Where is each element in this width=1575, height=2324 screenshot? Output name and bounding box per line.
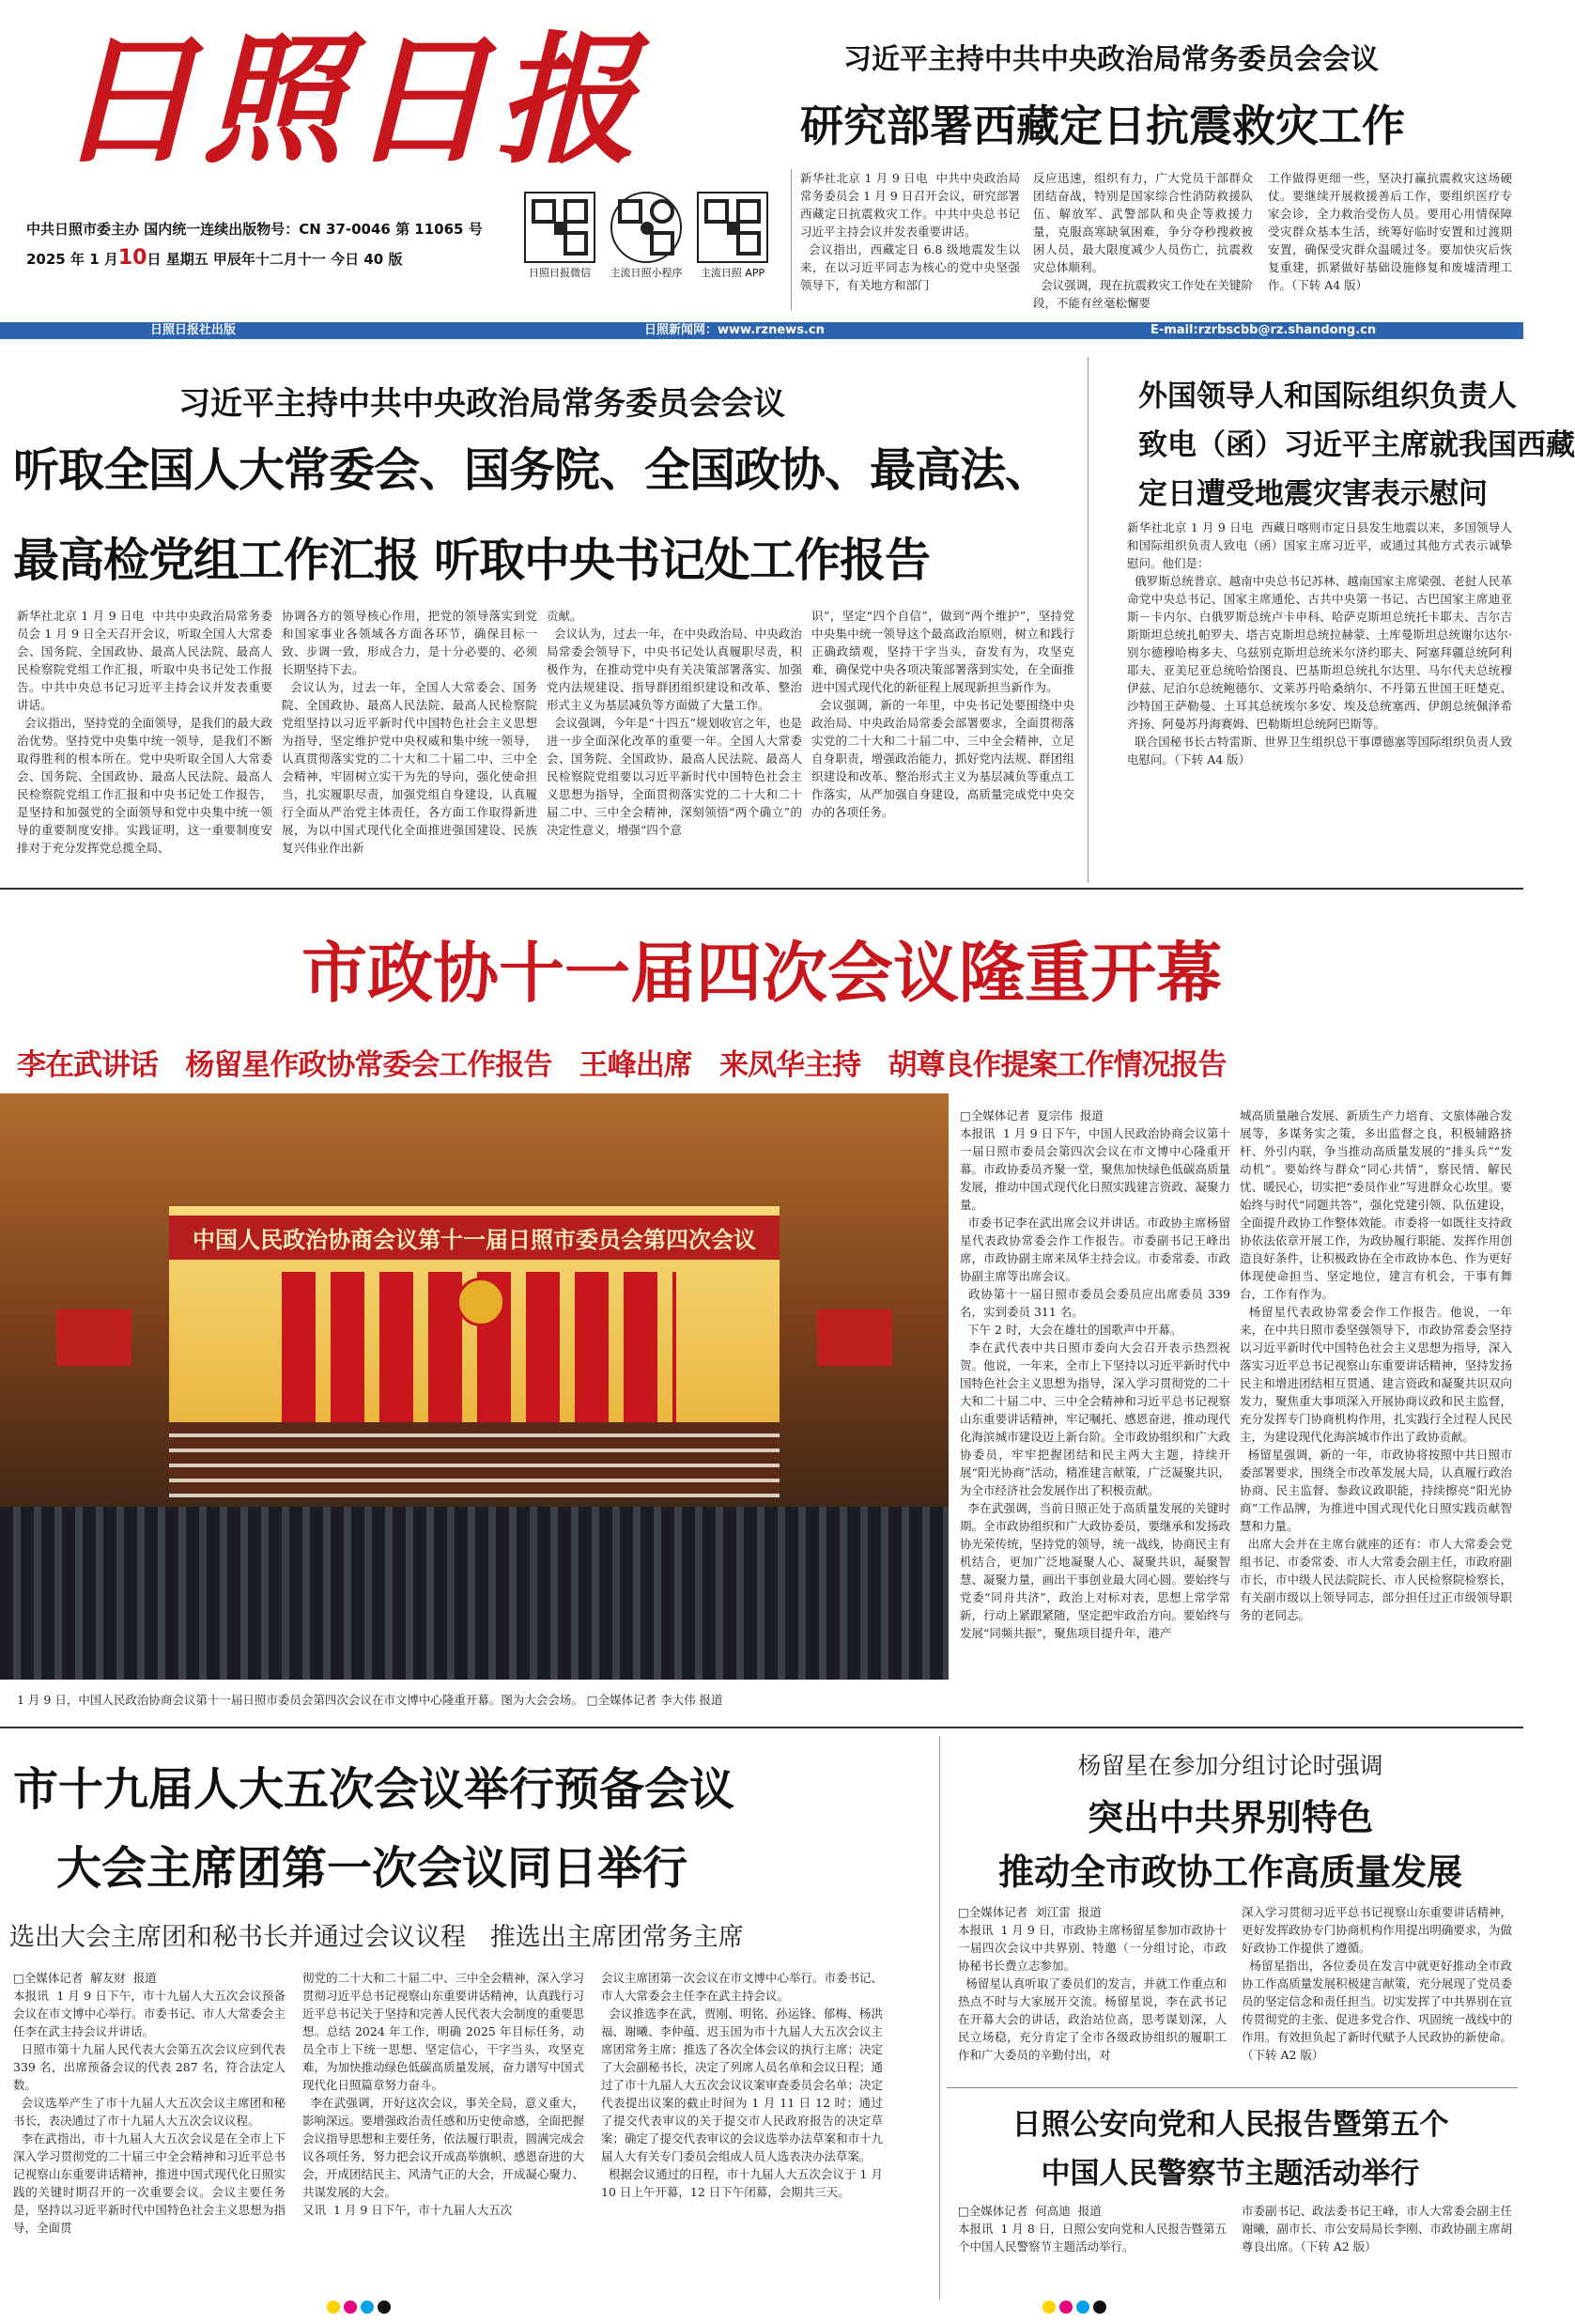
audience xyxy=(0,1507,949,1680)
bar-left: 日照日报社出版 xyxy=(150,323,237,337)
npc-col-2: 彻党的二十大和二十届二中、三中全会精神，深入学习贯彻习近平总书记视察山东重要讲话精神，认真践行习近平总书记关于坚持和完善人民代表大会制度的重要思想。总结 2024 年工作，明确 2025 年目标任务，动员全市上下统一思想、坚定信心，干字当头，攻坚克难，为加快推动绿色低碳高质量发展，奋力谱写中国式现代化日照篇章努力奋斗。 李在武强调，开好这次会议，事关全局，意义重大，影响深远。要增强政治责任感和历史使命感，全面把握会议指导思想和主要任务，依法履行职责，圆满完成会议各项任务，努力把会议开成高举旗帜、感恩奋进的大会，开成团结民主、风清气正的大会，开成凝心聚力、共谋发展的大会。 又讯 1 月 9 日下午，市十九届人大五次 xyxy=(302,1971,585,2217)
top-story-col3: 工作做得更细一些，坚决打赢抗震救灾这场硬仗。要继续开展救援善后工作，要组织医疗专家会诊，全力救治受伤人员。要用心用情保障受灾群众基本生活，统筹好临时安置和过渡期安置，确保受灾群众温暖过冬。要加快灾后恢复重建，抓紧做好基础设施修复和废墟清理工作。（下转 A4 版） xyxy=(1268,171,1512,292)
npc-subhead: 选出大会主席团和秘书长并通过会议议程 推选出主席团常务主席 xyxy=(9,1923,744,1952)
top-story-kicker: 习近平主持中共中央政治局常务委员会会议 xyxy=(843,43,1379,76)
date-prefix: 2025 年 1 月 xyxy=(26,251,118,268)
top-story-col1: 新华社北京 1 月 9 日电 中共中央政治局常务委员会 1 月 9 日召开会议，研究部署西藏定日抗震救灾工作。中共中央总书记习近平主持会议并发表重要讲话。 会议指出，西藏定日 6.8 级地震发生以来，在以习近平同志为核心的党中央坚强领导下，有关地方和部门 xyxy=(800,171,1020,292)
lead-col-1: 新华社北京 1 月 9 日电 中共中央政治局常务委员会 1 月 9 日全天召开会议，听取全国人大常委会、国务院、全国政协、最高人民法院、最高人民检察院党组工作汇报，听取中央书记处工作报告。中共中央总书记习近平主持会议并发表重要讲话。 会议指出，坚持党的全面领导，是我们的最大政治优势。坚持党中央集中统一领导，是我们不断取得胜利的根本所在。党中央听取全国人大常委会、国务院、全国政协、最高人民法院、最高人民检察院党组工作汇报和中央书记处工作报告，是坚持和加强党的全面领导和党中央集中统一领导的重要制度安排。实践证明，这一重要制度安排对于充分发挥党总揽全局、 xyxy=(17,609,272,855)
mark-cyan xyxy=(361,2301,374,2314)
qr-code-miniprogram[interactable] xyxy=(610,192,682,263)
police-col-1: □全媒体记者 何高迪 报道 本报讯 1 月 8 日，日照公安向党和人民报告暨第五个中国人民警察节主题活动举行。 xyxy=(958,2204,1227,2254)
lead-headline-line2: 最高检党组工作汇报 听取中央书记处工作报告 xyxy=(13,534,931,587)
photo-caption: 1 月 9 日，中国人民政治协商会议第十一届日照市委员会第四次会议在市文博中心隆重开幕。图为大会会场。 □全媒体记者 李大伟 报道 xyxy=(17,1693,723,1707)
mark-magenta xyxy=(344,2301,357,2314)
issue-date xyxy=(26,246,402,270)
qr-caption-wechat: 日照日报微信 xyxy=(529,267,591,279)
lead-headline-line1: 听取全国人大常委会、国务院、全国政协、最高法、 xyxy=(13,443,1051,497)
lead-col-2: 协调各方的领导核心作用，把党的领导落实到党和国家事业各领域各方面各环节，确保目标一致、步调一致，形成合力，是十分必要的、必须长期坚持下去。 会议认为，过去一年，全国人大常委会、国务院、全国政协、最高人民法院、最高人民检察院党组坚持以习近平新时代中国特色社会主义思想为指导，坚定维护党中央权威和集中统一领导，认真贯彻落实党的二十大和二十届二中、三中全会精神，牢固树立实干为先的导向，强化使命担当，扎实履职尽责，加强党组自身建设，认真履行全面从严治党主体责任，各方面工作取得新进展，为以中国式现代化全面推进强国建设、民族复兴伟业作出新 xyxy=(282,609,537,855)
cppcc-col-1: □全媒体记者 夏宗伟 报道 本报讯 1 月 9 日下午，中国人民政治协商会议第十一届日照市委员会第四次会议在市文博中心隆重开幕。市政协委员齐聚一堂，聚焦加快绿色低碳高质量发展，推动中国式现代化日照实践建言资政、凝聚力量。 市委书记李在武出席会议并讲话。市政协主席杨留星代表政协常委会作工作报告。市委副书记王峰出席，市政协副主席来凤华主持会议。市委常委、市政协副主席等出席会议。 政协第十一届日照市委员会委员应出席委员 339 名，实到委员 311 名。 下午 2 时，大会在雄壮的国歌声中开幕。 李在武代表中共日照市委向大会召开表示热烈祝贺。他说，一年来，全市上下坚持以习近平新时代中国特色社会主义思想为指导，深入学习贯彻党的二十大和二十届二中、三中全会精神和习近平总书记视察山东重要讲话精神，牢记嘱托、感恩奋进，推动现代化海滨城市建设迈上新台阶。全市政协组织和广大政协委员，牢牢把握团结和民主两大主题，持续开展“阳光协商”活动，精准建言献策，广泛凝聚共识，为全市经济社会发展作出了积极贡献。 李在武强调，当前日照正处于高质量发展的关键时期。全市政协组织和广大政协委员，要继承和发扬政协光荣传统，坚持党的领导，统一战线，协商民主有机结合，更加广泛地凝聚人心、凝聚共识，凝聚智慧、凝聚力量，画出干事创业最大同心圆。要始终与党委“同舟共济”，政治上对标对表，思想上常学常新，行动上紧跟紧随，坚定把牢政治方向。要始终与发展“同频共振”，聚焦项目提升年，港产 xyxy=(960,1108,1230,1640)
yang-col-1: □全媒体记者 刘江雷 报道 本报讯 1 月 9 日，市政协主席杨留星参加市政协十一届四次会议中共界别、特邀（一分组讨论，市政协秘书长费立志参加。 杨留星认真听取了委员们的发言，并就工作重点和热点不时与大家展开交流。杨留星说，李在武书记在开幕大会的讲话，政治站位高，思考谋划深，人民立场稳，充分肯定了全市各级政协组织的履职工作和广大委员的辛勤付出，对 xyxy=(958,1905,1227,2062)
mark-black xyxy=(378,2301,391,2314)
mark-cyan xyxy=(1076,2301,1089,2314)
mark-magenta xyxy=(1059,2301,1073,2314)
conference-photo xyxy=(0,1093,949,1680)
right-story-body: 新华社北京 1 月 9 日电 西藏日喀则市定日县发生地震以来，多国领导人和国际组织负责人致电（函）国家主席习近平，或通过其他方式表示诚挚慰问。他们是： 俄罗斯总统普京、越南中央总书记苏林、越南国家主席梁强、老挝人民革命党中央总书记、国家主席通伦、古共中央第一书记、古巴国家主席迪亚斯－卡内尔、白俄罗斯总统卢卡申科、哈萨克斯坦总统托卡耶夫、吉尔吉斯斯坦总统扎帕罗夫、塔吉克斯坦总统拉赫蒙、土库曼斯坦总统谢尔达尔·别尔德穆哈梅多夫、乌兹别克斯坦总统米尔济约耶夫、阿塞拜疆总统阿利耶夫、亚美尼亚总统哈恰图良、巴基斯坦总统扎尔达里、马尔代夫总统穆伊兹、尼泊尔总统鲍德尔、文莱苏丹哈桑纳尔、不丹第五世国王旺楚克、沙特国王萨勒曼、土耳其总统埃尔多安、埃及总统塞西、伊朗总统佩泽希齐扬、阿曼苏丹海赛姆、巴勒斯坦总统阿巴斯等。 联合国秘书长古特雷斯、世界卫生组织总干事谭德塞等国际组织负责人致电慰问。（下转 A4 版） xyxy=(1127,520,1512,767)
color-registration-marks-left xyxy=(327,2300,394,2317)
side-screen-left xyxy=(56,1309,131,1366)
top-story-col2: 反应迅速，组织有力，广大党员干部群众团结奋战，特别是国家综合性消防救援队伍、解放军、武警部队和央企等救援力量，克服高寒缺氧困难，争分夺秒搜救被困人员，最大限度减少人员伤亡，抗震救灾总体顺利。 会议强调，现在抗震救灾工作处在关键阶段，不能有丝毫松懈要 xyxy=(1033,171,1253,310)
cppcc-headline: 市政协十一届四次会议隆重开幕 xyxy=(301,934,1222,1012)
lead-col-4: 识”，坚定“四个自信”，做到“两个维护”，坚持党中央集中统一领导这个最高政治原则，树立和践行正确政绩观，坚持干字当头，奋发有为，攻坚克难，确保党中央各项决策部署落到实处，在全面推进中国式现代化的新征程上展现新担当新作为。 会议强调，新的一年里，中央书记处要围绕中央政治局、中央政治局常委会部署要求，全面贯彻落实党的二十大和二十届二中、三中全会精神，立足自身职责，增强政治能力，抓好党内法规、群团组织建设和改革、整治形式主义为基层减负等重点工作落实，从严加强自身建设，高质量完成党中央交办的各项任务。 xyxy=(811,609,1074,819)
qr-caption-app: 主流日照 APP xyxy=(700,267,765,279)
date-day: 10 xyxy=(117,246,147,270)
qr-code-wechat[interactable] xyxy=(524,192,595,263)
cppcc-col-2: 城高质量融合发展、新质生产力培育、文旅体融合发展等，多谋务实之策，多出监督之良，积极辅路挤杆、外引内联，争当推动高质量发展的“排头兵”“发动机”。要始终与群众“同心共情”，察民情、解民忧、暖民心，切实把“委员作业”写进群众心坎里。要始终与时代“同题共答”，强化党建引领、队伍建设，全面提升政协工作整体效能。市委将一如既往支持政协依法依章开展工作，为政协履行职能、发挥作用创造良好条件，让积极政协在全市政协本色、作为更好体现使命担当、坚定地位，建言有机会，干事有舞台，工作有作为。 杨留星代表政协常委会作工作报告。他说，一年来，在中共日照市委坚强领导下，市政协常委会坚持以习近平新时代中国特色社会主义思想为指导，深入落实习近平总书记视察山东重要讲话精神，坚持发扬民主和增进团结相互贯通、建言资政和凝聚共识双向发力，聚焦重大事项深入开展协商议政和民主监督，充分发挥专门协商机构作用，扎实践行全过程人民民主，为建设现代化海滨城市作出了政协贡献。 杨留星强调，新的一年，市政协将按照中共日照市委部署要求，围绕全市改革发展大局，认真履行政治协商、民主监督、参政议政职能，持续擦亮“阳光协商”工作品牌，为推进中国式现代化日照实践贡献智慧和力量。 出席大会并在主席台就座的还有：市人大常委会党组书记、市委常委、市人大常委会副主任，市政府副市长，市中级人民法院院长、市人民检察院检察长，有关副市级以上领导同志，部分担任过正市级领导职务的老同志。 xyxy=(1240,1108,1512,1622)
national-emblem xyxy=(456,1278,505,1326)
right-headline-line2: 致电（函）习近平主席就我国西藏 xyxy=(1138,428,1575,462)
npc-col-3: 会议主席团第一次会议在市文博中心举行。市委书记、市人大常委会主任李在武主持会议。 会议推选李在武，贾刚、明铭、孙运锋、郁梅、杨洪福、谢曦、李仲蕴、迟玉国为市十九届人大五次会议主席团常务主席；推选了各次全体会议的执行主席；决定了大会副秘书长，决定了列席人员名单和会议日程；通过了市十九届人大五次会议议案审查委员会名单；决定代表提出议案的截止时间为 1 月 11 日 12 时；通过了提交代表审议的关于提交市人民政府报告的决定草案；确定了提交代表审议的会议选举办法草案和市十九届人大有关专门委员会组成人员人选表决办法草案。 根据会议通过的日程，市十九届人大五次会议于 1 月 10 日上午开幕，12 日下午闭幕，会期共三天。 xyxy=(601,1971,884,2199)
yang-headline-line2: 推动全市政协工作高质量发展 xyxy=(997,1851,1462,1893)
lead-kicker: 习近平主持中共中央政治局常务委员会会议 xyxy=(178,385,785,423)
bar-center[interactable]: 日照新闻网：www.rznews.cn xyxy=(644,323,825,337)
police-headline-line1: 日照公安向党和人民报告暨第五个 xyxy=(1011,2108,1449,2142)
npc-headline-line1: 市十九届人大五次会议举行预备会议 xyxy=(13,1763,735,1816)
publisher-bar xyxy=(0,322,1523,339)
right-headline-line1: 外国领导人和国际组织负责人 xyxy=(1138,380,1517,413)
sponsor-line: 中共日照市委主办 国内统一连续出版物号：CN 37-0046 第 11065 号 xyxy=(26,221,483,238)
police-headline-line2: 中国人民警察节主题活动举行 xyxy=(1041,2157,1420,2191)
qr-code-app[interactable] xyxy=(697,192,768,263)
npc-headline-line2: 大会主席团第一次会议同日举行 xyxy=(56,1842,688,1895)
color-registration-marks-right xyxy=(1042,2300,1110,2317)
masthead-logo xyxy=(56,2,643,199)
presidium-rows xyxy=(169,1422,780,1497)
mark-yellow xyxy=(327,2301,340,2314)
mark-black xyxy=(1093,2301,1106,2314)
yang-kicker: 杨留星在参加分组讨论时强调 xyxy=(1077,1752,1383,1779)
yang-headline-line1: 突出中共界别特色 xyxy=(1087,1797,1373,1838)
bar-right[interactable]: E-mail:rzrbscbb@rz.shandong.cn xyxy=(1150,323,1377,337)
masthead-logo-text: 日照日报 xyxy=(56,18,643,183)
date-suffix: 日 星期五 甲辰年十二月十一 今日 40 版 xyxy=(147,251,403,268)
side-screen-right xyxy=(817,1309,892,1366)
npc-col-1: □全媒体记者 解友财 报道 本报讯 1 月 9 日下午，市十九届人大五次会议预备会议在市文博中心举行。市委书记、市人大常委会主任李在武主持会议并讲话。 日照市第十九届人民代表大会第五次会议应到代表 339 名，出席预备会议的代表 287 名，符合法定人数。 会议选举产生了市十九届人大五次会议主席团和秘书长，表决通过了市十九届人大五次会议议程。 李在武指出，市十九届人大五次会议是在全市上下深入学习贯彻党的二十届三中全会精神和习近平总书记视察山东重要讲话精神，推进中国式现代化日照实践的关键时期召开的一次重要会议。会议主要任务是，坚持以习近平新时代中国特色社会主义思想为指导，全面贯 xyxy=(13,1971,286,2235)
yang-col-2: 深入学习贯彻习近平总书记视察山东重要讲话精神，更好发挥政协专门协商机构作用提出明确要求，为做好政协工作提供了遵循。 杨留星指出，各位委员在发言中就更好推动全市政协工作高质量发展积极建言献策，充分展现了党员委员的坚定信念和责任担当。切实发挥了中共界别在宣传贯彻党的主张、促进多党合作、巩固统一战线中的作用。有效担负起了新时代赋予人民政协的新使命。（下转 A2 版） xyxy=(1242,1905,1512,2062)
top-story-headline: 研究部署西藏定日抗震救灾工作 xyxy=(800,101,1405,151)
right-headline-line3: 定日遭受地震灾害表示慰问 xyxy=(1138,477,1488,511)
lead-col-3: 贡献。 会议认为，过去一年，在中央政治局、中央政治局常委会领导下，中央书记处认真履职尽责，积极作为，在推动党中央有关决策部署落实、加强党内法规建设、指导群团组织建设和改革、整治形式主义为基层减负等方面做了大量工作。 会议强调，今年是“十四五”规划收官之年，也是进一步全面深化改革的重要一年。全国人大常委会、国务院、全国政协、最高人民法院、最高人民检察院党组要以习近平新时代中国特色社会主义思想为指导，全面贯彻落实党的二十大和二十届二中、三中全会精神，深刻领悟“两个确立”的决定性意义，增强“四个意 xyxy=(547,609,802,837)
photo-banner: 中国人民政治协商会议第十一届日照市委员会第四次会议 xyxy=(169,1216,780,1260)
mark-yellow xyxy=(1042,2301,1056,2314)
cppcc-subhead: 李在武讲话 杨留星作政协常委会工作报告 王峰出席 来凤华主持 胡尊良作提案工作情况报告 xyxy=(17,1048,1227,1082)
police-col-2: 市委副书记、政法委书记王峰，市人大常委会副主任谢曦，副市长、市公安局局长李刚、市政协副主席胡尊良出席。（下转 A2 版） xyxy=(1242,2204,1512,2254)
qr-caption-miniprogram: 主流日照小程序 xyxy=(610,267,683,279)
